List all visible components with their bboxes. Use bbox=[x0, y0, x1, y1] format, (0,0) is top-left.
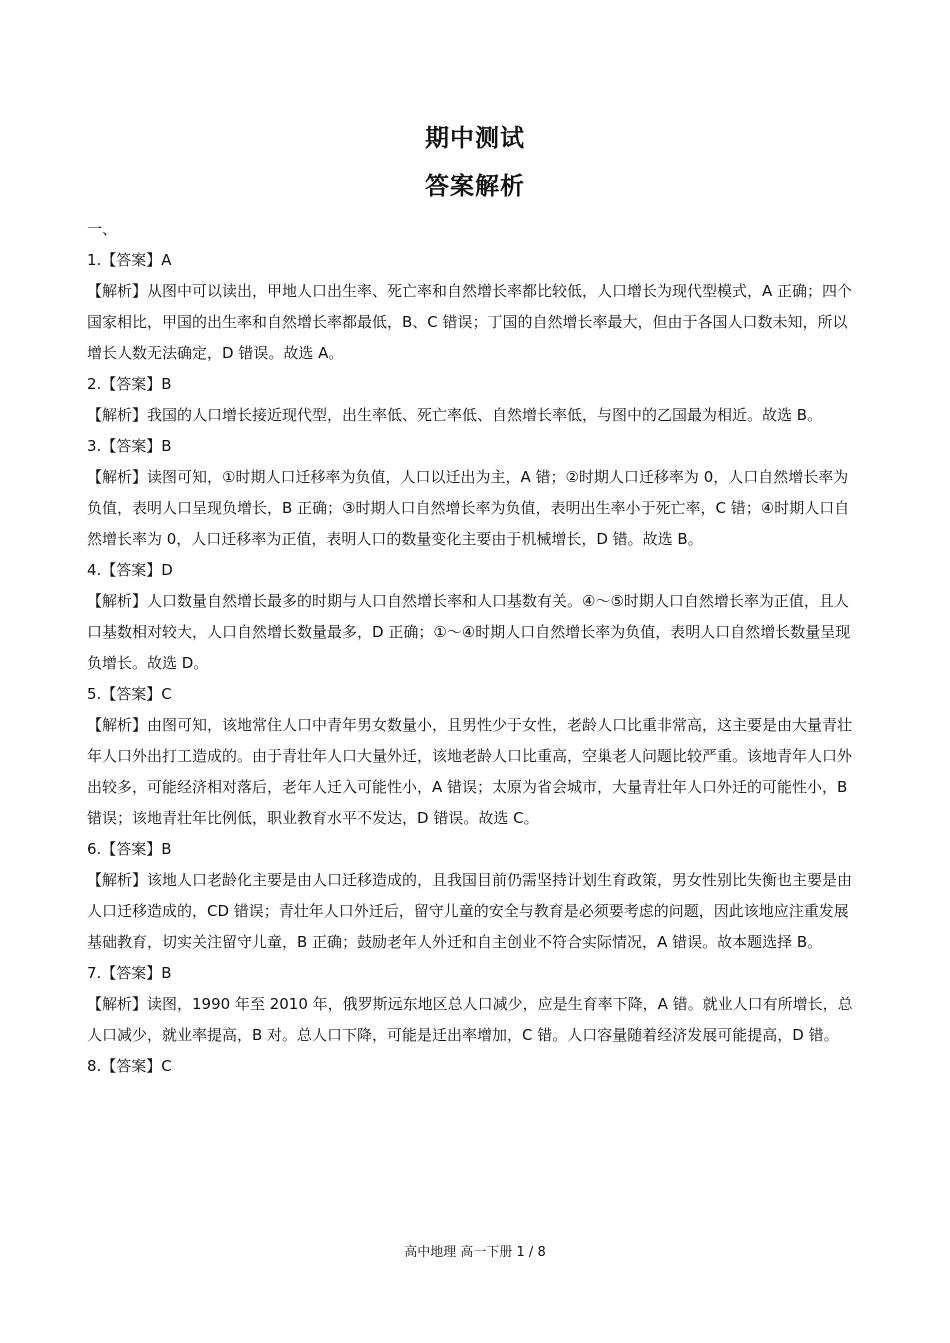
answer-3: 3.【答案】B bbox=[87, 437, 172, 455]
section-label: 一、 bbox=[87, 220, 118, 238]
page-footer: 高中地理 高一下册 1 / 8 bbox=[404, 1245, 546, 1260]
analysis-4: 【解析】人口数量自然增长最多的时期与人口自然增长率和人口基数有关。④～⑤时期人口自然增长率为正值，且人口基数相对较大，人口自然增长数量最多，D 正确；①～④时期人口自然增长率为负值，表明人口自然增长数量呈现负增长。故选 D。 bbox=[87, 592, 851, 672]
answer-6: 6.【答案】B bbox=[87, 840, 172, 858]
answer-7: 7.【答案】B bbox=[87, 964, 172, 982]
answer-content bbox=[87, 214, 857, 1082]
answer-2: 2.【答案】B bbox=[87, 375, 172, 393]
answer-5: 5.【答案】C bbox=[87, 685, 172, 703]
analysis-5: 【解析】由图可知，该地常住人口中青年男女数量小，且男性少于女性，老龄人口比重非常高，这主要是由大量青壮年人口外出打工造成的。由于青壮年人口大量外迁，该地老龄人口比重高，空巢老人问题比较严重。该地青年人口外出较多，可能经济相对落后，老年人迁入可能性小，A 错误；太原为省会城市，大量青壮年人口外迁的可能性小，B 错误；该地青壮年比例低，职业教育水平不发达，D 错误。故选 C。 bbox=[87, 716, 853, 827]
answer-8: 8.【答案】C bbox=[87, 1057, 172, 1075]
page-title: 期中测试 bbox=[425, 124, 525, 152]
analysis-6: 【解析】该地人口老龄化主要是由人口迁移造成的，且我国目前仍需坚持计划生育政策，男女性别比失衡也主要是由人口迁移造成的，CD 错误；青壮年人口外迁后，留守儿童的安全与教育是必须要考虑的问题，因此该地应注重发展基础教育，切实关注留守儿童，B 正确；鼓励老年人外迁和自主创业不符合实际情况，A 错误。故本题选择 B。 bbox=[87, 871, 853, 951]
analysis-7: 【解析】读图，1990 年至 2010 年，俄罗斯远东地区总人口减少，应是生育率下降，A 错。就业人口有所增长，总人口减少，就业率提高，B 对。总人口下降，可能是迁出率增加，C 错。人口容量随着经济发展可能提高，D 错。 bbox=[87, 995, 853, 1044]
analysis-2: 【解析】我国的人口增长接近现代型，出生率低、死亡率低、自然增长率低，与图中的乙国最为相近。故选 B。 bbox=[87, 406, 823, 424]
answer-4: 4.【答案】D bbox=[87, 561, 173, 579]
page-subtitle: 答案解析 bbox=[425, 172, 525, 200]
analysis-1: 【解析】从图中可以读出，甲地人口出生率、死亡率和自然增长率都比较低，人口增长为现代型模式，A 正确；四个国家相比，甲国的出生率和自然增长率都最低，B、C 错误；丁国的自然增长率最大，但由于各国人口数未知，所以增长人数无法确定，D 错误。故选 A。 bbox=[87, 282, 853, 362]
analysis-3: 【解析】读图可知，①时期人口迁移率为负值，人口以迁出为主，A 错；②时期人口迁移率为 0，人口自然增长率为负值，表明人口呈现负增长，B 正确；③时期人口自然增长率为负值，表明出生率小于死亡率，C 错；④时期人口自然增长率为 0，人口迁移率为正值，表明人口的数量变化主要由于机械增长，D 错。故选 B。 bbox=[87, 468, 850, 548]
answer-1: 1.【答案】A bbox=[87, 251, 172, 269]
